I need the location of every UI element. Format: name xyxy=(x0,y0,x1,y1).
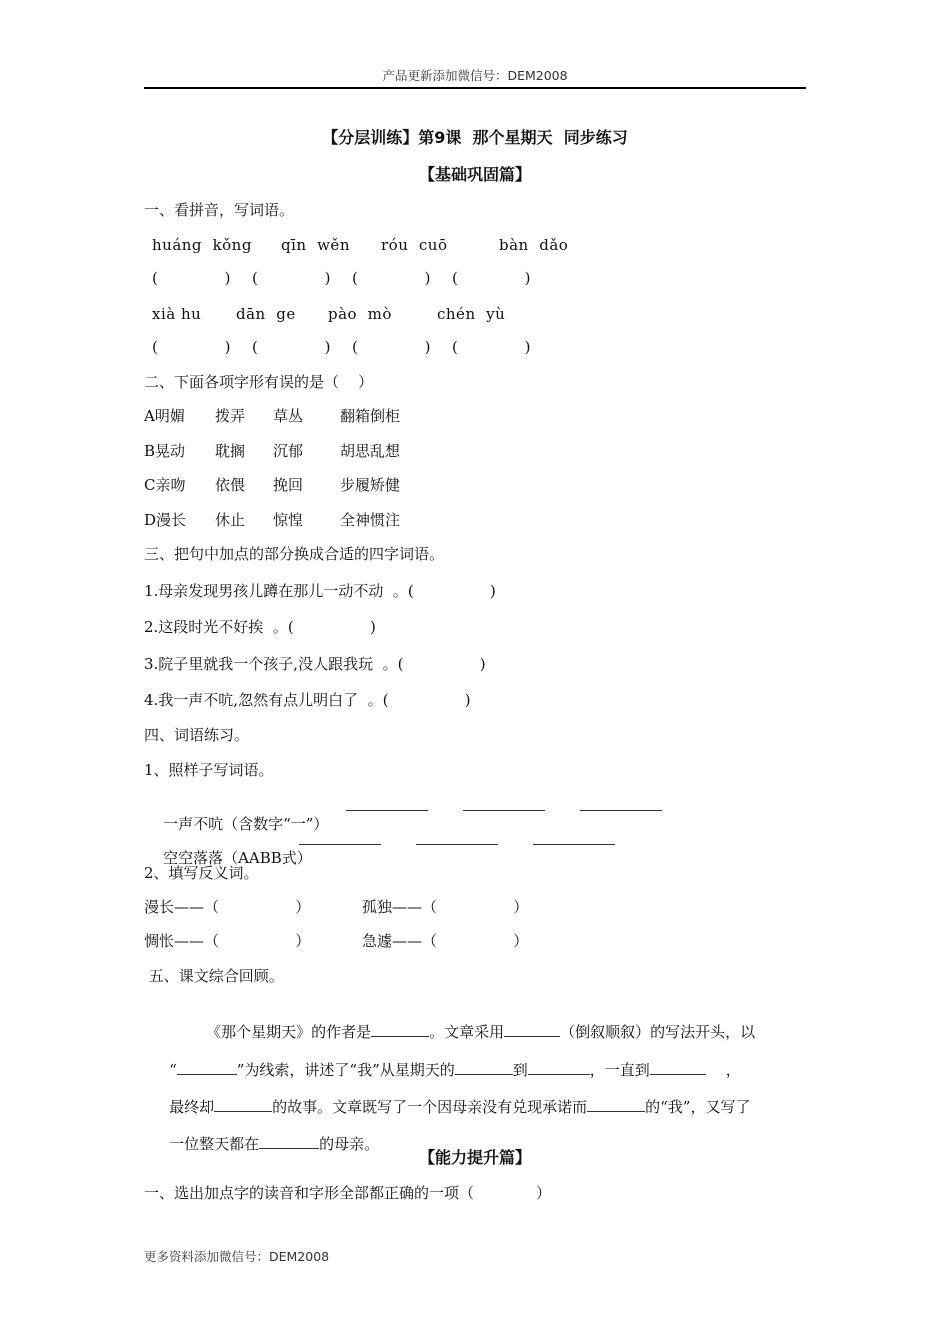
answer-paren[interactable]: ( ) xyxy=(452,338,531,356)
blank-line[interactable] xyxy=(346,794,428,816)
answer-paren[interactable]: ( ) xyxy=(152,269,231,287)
pinyin-item: pào mò xyxy=(328,305,392,323)
option-word: 步履矫健 xyxy=(340,476,401,494)
q1-heading: 一、看拼音，写词语。 xyxy=(144,201,295,219)
option-word: 休止 xyxy=(215,511,246,529)
example-word: 空空落落（AABB式） xyxy=(163,849,312,867)
q5-text: 的“我”，又写了 xyxy=(645,1098,751,1116)
option-word: 全神惯注 xyxy=(340,511,401,529)
q3-item[interactable]: 3.院子里就我一个孩子,没人跟我玩 。( ) xyxy=(144,655,486,673)
q4-heading: 四、词语练习。 xyxy=(144,726,250,744)
option-label: B晃动 xyxy=(144,442,186,460)
option-word: 依偎 xyxy=(215,476,246,494)
q5-heading: 五、课文综合回顾。 xyxy=(144,967,284,985)
q5-text: ， xyxy=(725,1061,741,1079)
fill-blank[interactable] xyxy=(650,1059,706,1075)
q5-text: 的母亲。 xyxy=(319,1135,380,1153)
option-word: 草丛 xyxy=(273,407,304,425)
answer-paren[interactable]: ( ) xyxy=(252,269,331,287)
q3-item[interactable]: 2.这段时光不好挨 。( ) xyxy=(144,618,376,636)
fill-blank[interactable] xyxy=(177,1059,237,1075)
option-word: 耽搁 xyxy=(215,442,246,460)
blank-line[interactable] xyxy=(299,828,381,850)
example-word: 一声不吭（含数字“一”） xyxy=(163,815,329,833)
q5-text: （倒叙顺叙）的写法开头，以 xyxy=(560,1023,756,1041)
option-word: 挽回 xyxy=(273,476,304,494)
pinyin-item: qīn wěn xyxy=(281,236,350,254)
section-basic-heading: 【基础巩固篇】 xyxy=(418,165,531,184)
pinyin-item: róu cuō xyxy=(381,236,448,254)
header-rule xyxy=(144,87,806,89)
fill-blank[interactable] xyxy=(371,1021,429,1037)
option-word: 胡思乱想 xyxy=(340,442,401,460)
option-label: D漫长 xyxy=(144,511,187,529)
answer-paren[interactable]: ( ) xyxy=(152,338,231,356)
option-word: 惊惶 xyxy=(273,511,304,529)
q4-sub1: 1、照样子写词语。 xyxy=(144,761,274,779)
q5-text: “ xyxy=(169,1061,177,1079)
answer-paren[interactable]: ( ) xyxy=(352,338,431,356)
pinyin-item: bàn dǎo xyxy=(499,236,569,254)
fill-blank[interactable] xyxy=(259,1133,319,1149)
answer-paren[interactable]: ( ) xyxy=(452,269,531,287)
q3-item[interactable]: 1.母亲发现男孩儿蹲在那儿一动不动 。( ) xyxy=(144,582,496,600)
page-header: 产品更新添加微信号：DEM2008 xyxy=(382,68,568,83)
q3-item[interactable]: 4.我一声不吭,忽然有点儿明白了 。( ) xyxy=(144,691,471,709)
q5-text: ，一直到 xyxy=(589,1061,650,1079)
option-label: A明媚 xyxy=(144,407,185,425)
blank-line[interactable] xyxy=(580,794,662,816)
pinyin-item: xià hu xyxy=(152,305,202,323)
blank-line[interactable] xyxy=(463,794,545,816)
fill-blank[interactable] xyxy=(528,1059,590,1075)
q5-text: 。文章采用 xyxy=(429,1023,505,1041)
q5-text: ”为线索，讲述了“我”从星期天的 xyxy=(236,1061,455,1079)
pinyin-item: huáng kǒng xyxy=(152,236,252,254)
worksheet-title: 【分层训练】第9课 那个星期天 同步练习 xyxy=(322,128,628,147)
option-word: 拨弄 xyxy=(215,407,246,425)
q5-text: 《那个星期天》的作者是 xyxy=(206,1023,372,1041)
option-word: 翻箱倒柜 xyxy=(340,407,401,425)
q5-text: 一位整天都在 xyxy=(169,1135,260,1153)
q5-text: 到 xyxy=(512,1061,528,1079)
fill-blank[interactable] xyxy=(504,1021,560,1037)
antonym-item[interactable]: 急遽——（ ） xyxy=(362,932,529,950)
answer-paren[interactable]: ( ) xyxy=(252,338,331,356)
antonym-item[interactable]: 漫长——（ ） xyxy=(144,898,311,916)
q5-text: 的故事。文章既写了一个因母亲没有兑现承诺而 xyxy=(272,1098,588,1116)
page-footer: 更多资料添加微信号：DEM2008 xyxy=(144,1249,330,1264)
antonym-item[interactable]: 惆怅——（ ） xyxy=(144,932,311,950)
q5-text: 最终却 xyxy=(169,1098,215,1116)
section-ability-heading: 【能力提升篇】 xyxy=(418,1148,531,1167)
answer-paren[interactable]: ( ) xyxy=(352,269,431,287)
q3-heading: 三、把句中加点的部分换成合适的四字词语。 xyxy=(144,545,445,563)
q2-heading: 二、下面各项字形有误的是（ ） xyxy=(144,373,374,391)
antonym-item[interactable]: 孤独——（ ） xyxy=(362,898,529,916)
q6-heading[interactable]: 一、选出加点字的读音和字形全部都正确的一项（ ） xyxy=(144,1184,551,1202)
blank-line[interactable] xyxy=(533,828,615,850)
pinyin-item: dān ge xyxy=(236,305,296,323)
option-label: C亲吻 xyxy=(144,476,186,494)
q4-sub2: 2、填写反义词。 xyxy=(144,864,259,882)
pinyin-item: chén yù xyxy=(437,305,506,323)
option-word: 沉郁 xyxy=(273,442,304,460)
fill-blank[interactable] xyxy=(587,1096,645,1112)
fill-blank[interactable] xyxy=(455,1059,513,1075)
fill-blank[interactable] xyxy=(214,1096,272,1112)
blank-line[interactable] xyxy=(416,828,498,850)
